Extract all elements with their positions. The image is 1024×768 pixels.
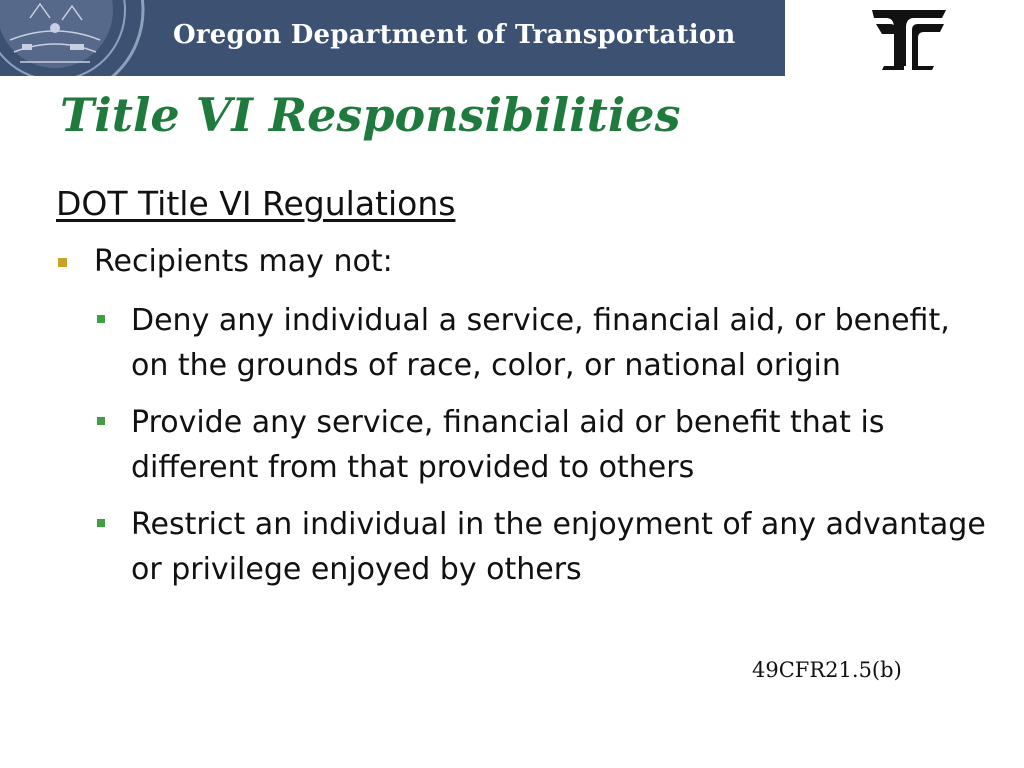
list-item-text: Restrict an individual in the enjoyment of any advantage or privilege enjoyed by others — [131, 507, 986, 587]
list-item — [96, 502, 996, 592]
citation: 49CFR21.5(b) — [752, 658, 902, 682]
agency-name: Oregon Department of Transportation — [173, 20, 736, 50]
list-item-text: Deny any individual a service, financial aid, or benefit, on the grounds of race, color, or national origin — [131, 303, 950, 383]
bullet-marker-icon — [58, 258, 67, 267]
bullet-marker-icon — [97, 315, 105, 323]
bullet-marker-icon — [97, 519, 105, 527]
odot-logo-icon — [868, 4, 950, 72]
header-band — [0, 0, 785, 76]
slide-title: Title VI Responsibilities — [60, 88, 681, 142]
list-item — [96, 400, 996, 490]
bullet-marker-icon — [97, 417, 105, 425]
list-item-text: Provide any service, financial aid or benefit that is different from that provided to others — [131, 405, 885, 485]
lead-bullet: Recipients may not: — [94, 244, 393, 279]
section-heading: DOT Title VI Regulations — [56, 184, 456, 223]
list-item — [96, 298, 996, 388]
oregon-state-seal-icon — [0, 0, 160, 76]
sub-bullet-list — [96, 298, 996, 604]
